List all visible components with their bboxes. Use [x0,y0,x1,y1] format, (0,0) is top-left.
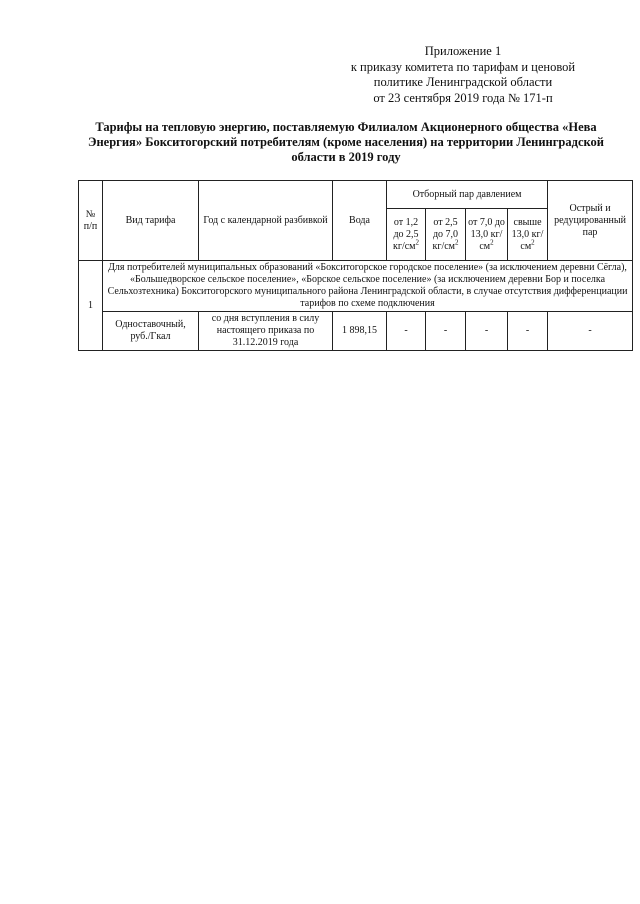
header-pressure-3-text: от 7,0 до 13,0 кг/см [468,216,505,252]
header-sharp-steam: Острый и редуцированный пар [548,181,633,261]
cell-pressure-1: - [387,312,426,351]
row-number: 1 [79,261,103,351]
cell-pressure-2: - [426,312,466,351]
table-row-group [79,261,633,312]
appendix-line-2: к приказу комитета по тарифам и ценовой [350,59,576,74]
appendix-line-4: от 23 сентября 2019 года № 171-п [373,90,553,105]
header-num-line-1: № [85,208,96,220]
table-row [79,312,633,351]
cell-pressure-3: - [466,312,508,351]
row-description: Для потребителей муниципальных образований «Бокситогорское городское поселение» (за исключением деревни Сёгла), «Большедворское сельское поселение», «Борское сельское поселение» (за исключением деревни Бор и поселка Сельхозтехника) Бокситогорского муниципального района Ленинградской области, в случае отсутствия дифференциации тарифов по схеме подключения [103,261,633,312]
header-pressure-2 [426,209,466,261]
title-line-1: Тарифы на тепловую энергию, поставляемую Филиалом Акционерного общества «Нева [95,120,597,134]
cell-water: 1 898,15 [333,312,387,351]
tariff-table [78,180,633,351]
header-water: Вода [333,181,387,261]
header-pressure-1-sup: 2 [415,238,419,247]
header-pressure-3-sup: 2 [490,238,494,247]
appendix-block [313,44,613,106]
appendix-line-1: Приложение 1 [424,44,502,58]
header-num [79,181,103,261]
header-pressure-4-text: свыше 13,0 кг/см [511,216,544,252]
header-pressure-2-sup: 2 [455,238,459,247]
header-pressure-3 [466,209,508,261]
document-title [66,120,626,165]
cell-period: со дня вступления в силу настоящего приказа по 31.12.2019 года [199,312,333,351]
header-pressure-2-text: от 2,5 до 7,0 кг/см [432,216,459,252]
appendix-line-3: политике Ленинградской области [373,75,553,89]
header-tariff-type: Вид тарифа [103,181,199,261]
title-line-2: Энергия» Бокситогорский потребителям (кроме населения) на территории Ленинградской [88,135,604,149]
header-pressure-1 [387,209,426,261]
header-steam-group: Отборный пар давлением [387,181,548,209]
header-row-1 [79,181,633,209]
header-year: Год с календарной разбивкой [199,181,333,261]
header-num-line-2: п/п [83,220,98,232]
title-line-3: области в 2019 году [291,150,401,164]
header-pressure-4 [508,209,548,261]
cell-sharp-steam: - [548,312,633,351]
cell-pressure-4: - [508,312,548,351]
header-pressure-4-sup: 2 [531,238,535,247]
cell-tariff-type: Одноставочный, руб./Гкал [103,312,199,351]
header-pressure-1-text: от 1,2 до 2,5 кг/см [392,216,419,252]
